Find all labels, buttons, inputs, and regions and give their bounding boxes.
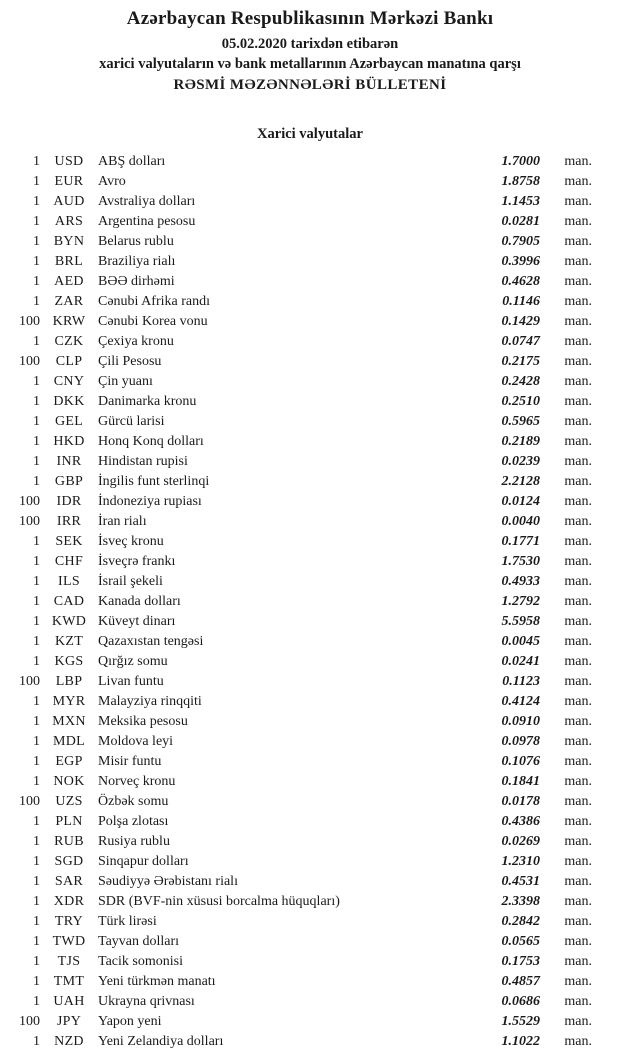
currency-code-cell: RUB [54,834,84,849]
quantity-cell: 1 [33,894,40,909]
rate-row [0,432,620,452]
quantity-cell: 1 [33,194,40,209]
currency-code-cell: UAH [53,994,85,1009]
quantity-cell: 100 [19,794,40,809]
rate-value-cell: 1.1453 [501,194,540,209]
currency-name-cell: Çexiya kronu [98,334,174,349]
rate-value-cell: 0.1429 [501,314,540,329]
rate-value-cell: 2.2128 [501,474,540,489]
rate-value-cell: 0.5965 [501,414,540,429]
rate-row [0,1032,620,1052]
currency-name-cell: Kanada dolları [98,594,181,609]
document-header [0,6,620,96]
unit-label-cell: man. [564,734,592,749]
currency-name-cell: Tayvan dolları [98,934,180,949]
rate-value-cell: 0.1753 [501,954,540,969]
unit-label-cell: man. [564,374,592,389]
currency-code-cell: NZD [54,1034,84,1049]
quantity-cell: 1 [33,994,40,1009]
currency-name-cell: Özbək somu [98,794,169,809]
rate-row [0,592,620,612]
quantity-cell: 1 [33,914,40,929]
rate-value-cell: 1.8758 [501,174,540,189]
rate-row [0,932,620,952]
currency-name-cell: İran rialı [98,514,147,529]
rate-value-cell: 0.0747 [501,334,540,349]
currency-code-cell: IDR [56,494,82,509]
rate-row [0,412,620,432]
rate-row [0,312,620,332]
currency-name-cell: Argentina pesosu [98,214,196,229]
currency-code-cell: DKK [53,394,85,409]
unit-label-cell: man. [564,634,592,649]
rate-row [0,792,620,812]
unit-label-cell: man. [564,414,592,429]
rate-row [0,472,620,492]
rate-value-cell: 1.2792 [501,594,540,609]
quantity-cell: 1 [33,454,40,469]
currency-code-cell: CZK [54,334,84,349]
rate-row [0,532,620,552]
unit-label-cell: man. [564,754,592,769]
currency-code-cell: EGP [55,754,83,769]
rate-row [0,852,620,872]
currency-code-cell: HKD [53,434,85,449]
currency-name-cell: Yeni Zelandiya dolları [98,1034,224,1049]
unit-label-cell: man. [564,674,592,689]
unit-label-cell: man. [564,974,592,989]
currency-name-cell: Misir funtu [98,754,162,769]
rate-row [0,1012,620,1032]
rate-value-cell: 0.2428 [501,374,540,389]
rate-value-cell: 0.1841 [501,774,540,789]
rate-row [0,572,620,592]
unit-label-cell: man. [564,934,592,949]
rate-value-cell: 0.3996 [501,254,540,269]
quantity-cell: 1 [33,234,40,249]
currency-name-cell: Qırğız somu [98,654,168,669]
rate-value-cell: 0.0241 [501,654,540,669]
currency-name-cell: Avro [98,174,126,189]
unit-label-cell: man. [564,654,592,669]
currency-name-cell: Gürcü larisi [98,414,165,429]
currency-name-cell: Norveç kronu [98,774,176,789]
quantity-cell: 1 [33,634,40,649]
unit-label-cell: man. [564,214,592,229]
rate-value-cell: 0.4933 [501,574,540,589]
unit-label-cell: man. [564,874,592,889]
currency-code-cell: GBP [54,474,84,489]
rate-row [0,152,620,172]
quantity-cell: 1 [33,274,40,289]
rate-row [0,992,620,1012]
currency-code-cell: GEL [54,414,84,429]
rate-row [0,552,620,572]
rate-row [0,452,620,472]
currency-code-cell: TMT [53,974,85,989]
currency-name-cell: Çili Pesosu [98,354,162,369]
quantity-cell: 1 [33,874,40,889]
rate-row [0,392,620,412]
currency-code-cell: MXN [52,714,86,729]
unit-label-cell: man. [564,834,592,849]
unit-label-cell: man. [564,1034,592,1049]
quantity-cell: 1 [33,254,40,269]
currency-name-cell: Cənubi Korea vonu [98,314,208,329]
quantity-cell: 1 [33,154,40,169]
currency-code-cell: ILS [58,574,80,589]
currency-name-cell: Polşa zlotası [98,814,169,829]
quantity-cell: 1 [33,214,40,229]
currency-name-cell: Ukrayna qrivnası [98,994,195,1009]
currency-code-cell: IRR [56,514,82,529]
currency-name-cell: İndoneziya rupiası [98,494,202,509]
rate-row [0,692,620,712]
document-subtitle: xarici valyutaların və bank metallarının Azərbaycan manatına qarşı [99,56,521,72]
unit-label-cell: man. [564,474,592,489]
unit-label-cell: man. [564,1014,592,1029]
quantity-cell: 100 [19,494,40,509]
unit-label-cell: man. [564,714,592,729]
rate-row [0,332,620,352]
unit-label-cell: man. [564,694,592,709]
unit-label-cell: man. [564,234,592,249]
currency-name-cell: Rusiya rublu [98,834,170,849]
rate-value-cell: 1.7000 [501,154,540,169]
rate-value-cell: 0.2189 [501,434,540,449]
rate-row [0,712,620,732]
rate-value-cell: 0.7905 [501,234,540,249]
currency-code-cell: KRW [52,314,86,329]
currency-code-cell: ARS [54,214,84,229]
currency-name-cell: Danimarka kronu [98,394,197,409]
currency-code-cell: KZT [54,634,84,649]
rate-row [0,872,620,892]
quantity-cell: 1 [33,374,40,389]
quantity-cell: 1 [33,174,40,189]
unit-label-cell: man. [564,894,592,909]
rate-value-cell: 0.1146 [502,294,540,309]
unit-label-cell: man. [564,294,592,309]
quantity-cell: 1 [33,394,40,409]
rate-value-cell: 0.0910 [501,714,540,729]
rate-value-cell: 0.4531 [501,874,540,889]
currency-code-cell: KGS [54,654,84,669]
unit-label-cell: man. [564,334,592,349]
quantity-cell: 1 [33,714,40,729]
quantity-cell: 1 [33,1034,40,1049]
quantity-cell: 1 [33,614,40,629]
unit-label-cell: man. [564,594,592,609]
rate-row [0,972,620,992]
rate-row [0,952,620,972]
unit-label-cell: man. [564,354,592,369]
rate-row [0,832,620,852]
rate-row [0,892,620,912]
quantity-cell: 1 [33,554,40,569]
rate-value-cell: 0.4386 [501,814,540,829]
currency-name-cell: Avstraliya dolları [98,194,196,209]
unit-label-cell: man. [564,194,592,209]
unit-label-cell: man. [564,994,592,1009]
unit-label-cell: man. [564,314,592,329]
rate-row [0,272,620,292]
rate-value-cell: 0.0040 [501,514,540,529]
rate-row [0,172,620,192]
quantity-cell: 1 [33,694,40,709]
rate-value-cell: 0.1123 [502,674,540,689]
currency-code-cell: AUD [53,194,85,209]
currency-name-cell: ABŞ dolları [98,154,166,169]
rate-row [0,192,620,212]
rate-row [0,632,620,652]
currency-name-cell: SDR (BVF-nin xüsusi borcalma hüquqları) [98,894,340,909]
rate-value-cell: 0.4628 [501,274,540,289]
rate-value-cell: 0.0269 [501,834,540,849]
currency-name-cell: Meksika pesosu [98,714,188,729]
currency-code-cell: MDL [52,734,85,749]
currency-code-cell: UZS [55,794,83,809]
rate-row [0,492,620,512]
currency-code-cell: KWD [51,614,87,629]
currency-code-cell: SGD [54,854,84,869]
currency-name-cell: İsveçrə frankı [98,554,176,569]
currency-name-cell: Cənubi Afrika randı [98,294,210,309]
currency-code-cell: CAD [53,594,85,609]
quantity-cell: 1 [33,574,40,589]
rate-row [0,752,620,772]
rate-value-cell: 0.0178 [501,794,540,809]
currency-name-cell: İsrail şekeli [98,574,163,589]
currency-code-cell: JPY [56,1014,82,1029]
currency-code-cell: CLP [55,354,83,369]
currency-code-cell: SEK [55,534,83,549]
rate-value-cell: 0.0045 [501,634,540,649]
rate-value-cell: 0.0124 [501,494,540,509]
currency-name-cell: Küveyt dinarı [98,614,176,629]
rate-row [0,912,620,932]
bank-title: Azərbaycan Respublikasının Mərkəzi Bankı [126,8,494,29]
rate-row [0,772,620,792]
currency-name-cell: Hindistan rupisi [98,454,188,469]
currency-code-cell: AED [54,274,84,289]
quantity-cell: 1 [33,414,40,429]
rate-value-cell: 0.0281 [501,214,540,229]
unit-label-cell: man. [564,514,592,529]
rate-value-cell: 0.1771 [501,534,540,549]
unit-label-cell: man. [564,434,592,449]
unit-label-cell: man. [564,854,592,869]
unit-label-cell: man. [564,394,592,409]
currency-code-cell: BYN [53,234,85,249]
currency-code-cell: LBP [55,674,83,689]
rate-value-cell: 0.1076 [501,754,540,769]
rate-value-cell: 0.4124 [501,694,540,709]
unit-label-cell: man. [564,174,592,189]
currency-name-cell: Qazaxıstan tengəsi [98,634,204,649]
section-title-foreign-currencies: Xarici valyutalar [257,126,363,142]
quantity-cell: 100 [19,1014,40,1029]
rate-value-cell: 0.0239 [501,454,540,469]
rate-row [0,292,620,312]
currency-code-cell: NOK [53,774,85,789]
currency-code-cell: CHF [54,554,84,569]
rate-value-cell: 0.2175 [501,354,540,369]
quantity-cell: 1 [33,834,40,849]
currency-name-cell: Moldova leyi [98,734,174,749]
rate-row [0,232,620,252]
unit-label-cell: man. [564,954,592,969]
quantity-cell: 1 [33,974,40,989]
quantity-cell: 100 [19,354,40,369]
unit-label-cell: man. [564,614,592,629]
unit-label-cell: man. [564,794,592,809]
currency-name-cell: Braziliya rialı [98,254,176,269]
rate-value-cell: 2.3398 [501,894,540,909]
currency-name-cell: Malayziya rinqqiti [98,694,202,709]
rate-row [0,372,620,392]
currency-code-cell: CNY [53,374,85,389]
quantity-cell: 1 [33,334,40,349]
currency-code-cell: TJS [57,954,81,969]
currency-code-cell: SAR [54,874,84,889]
unit-label-cell: man. [564,254,592,269]
quantity-cell: 1 [33,294,40,309]
currency-code-cell: TWD [52,934,86,949]
currency-name-cell: BƏƏ dirhəmi [98,274,175,289]
unit-label-cell: man. [564,154,592,169]
quantity-cell: 1 [33,434,40,449]
quantity-cell: 1 [33,774,40,789]
rate-row [0,652,620,672]
rate-value-cell: 0.2842 [501,914,540,929]
quantity-cell: 1 [33,474,40,489]
quantity-cell: 100 [19,514,40,529]
rate-row [0,512,620,532]
quantity-cell: 1 [33,594,40,609]
rates-table [0,152,620,1052]
unit-label-cell: man. [564,814,592,829]
rate-row [0,212,620,232]
currency-code-cell: BRL [54,254,84,269]
unit-label-cell: man. [564,554,592,569]
currency-code-cell: USD [54,154,84,169]
rate-row [0,252,620,272]
quantity-cell: 1 [33,734,40,749]
currency-name-cell: Çin yuanı [98,374,153,389]
quantity-cell: 1 [33,654,40,669]
rate-value-cell: 0.2510 [501,394,540,409]
quantity-cell: 1 [33,534,40,549]
currency-name-cell: Səudiyyə Ərəbistanı rialı [98,874,238,889]
rate-value-cell: 0.0686 [501,994,540,1009]
currency-name-cell: Belarus rublu [98,234,174,249]
unit-label-cell: man. [564,274,592,289]
currency-name-cell: Livan funtu [98,674,164,689]
unit-label-cell: man. [564,774,592,789]
unit-label-cell: man. [564,534,592,549]
unit-label-cell: man. [564,494,592,509]
currency-name-cell: İsveç kronu [98,534,164,549]
currency-name-cell: Yapon yeni [98,1014,162,1029]
quantity-cell: 1 [33,754,40,769]
currency-code-cell: MYR [52,694,86,709]
rate-row [0,812,620,832]
rate-row [0,612,620,632]
effective-date-line: 05.02.2020 tarixdən etibarən [221,36,399,52]
rate-value-cell: 0.0565 [501,934,540,949]
unit-label-cell: man. [564,454,592,469]
quantity-cell: 1 [33,954,40,969]
quantity-cell: 100 [19,314,40,329]
currency-name-cell: Honq Konq dolları [98,434,204,449]
quantity-cell: 100 [19,674,40,689]
currency-code-cell: PLN [55,814,83,829]
rate-value-cell: 1.2310 [501,854,540,869]
currency-name-cell: Tacik somonisi [98,954,183,969]
rate-row [0,672,620,692]
rate-value-cell: 5.5958 [501,614,540,629]
currency-code-cell: INR [56,454,82,469]
rate-value-cell: 1.1022 [501,1034,540,1049]
currency-code-cell: ZAR [54,294,84,309]
currency-name-cell: Sinqapur dolları [98,854,189,869]
rate-row [0,732,620,752]
rate-value-cell: 1.7530 [501,554,540,569]
quantity-cell: 1 [33,854,40,869]
currency-name-cell: Yeni türkmən manatı [98,974,216,989]
currency-code-cell: EUR [54,174,84,189]
unit-label-cell: man. [564,574,592,589]
quantity-cell: 1 [33,814,40,829]
rate-value-cell: 0.4857 [501,974,540,989]
unit-label-cell: man. [564,914,592,929]
currency-code-cell: XDR [53,894,85,909]
currency-name-cell: İngilis funt sterlinqi [98,474,210,489]
currency-name-cell: Türk lirəsi [98,914,157,929]
currency-code-cell: TRY [54,914,84,929]
bulletin-title: RƏSMİ MƏZƏNNƏLƏRİ BÜLLETENİ [173,77,447,93]
quantity-cell: 1 [33,934,40,949]
rate-value-cell: 0.0978 [501,734,540,749]
rate-value-cell: 1.5529 [501,1014,540,1029]
rate-row [0,352,620,372]
